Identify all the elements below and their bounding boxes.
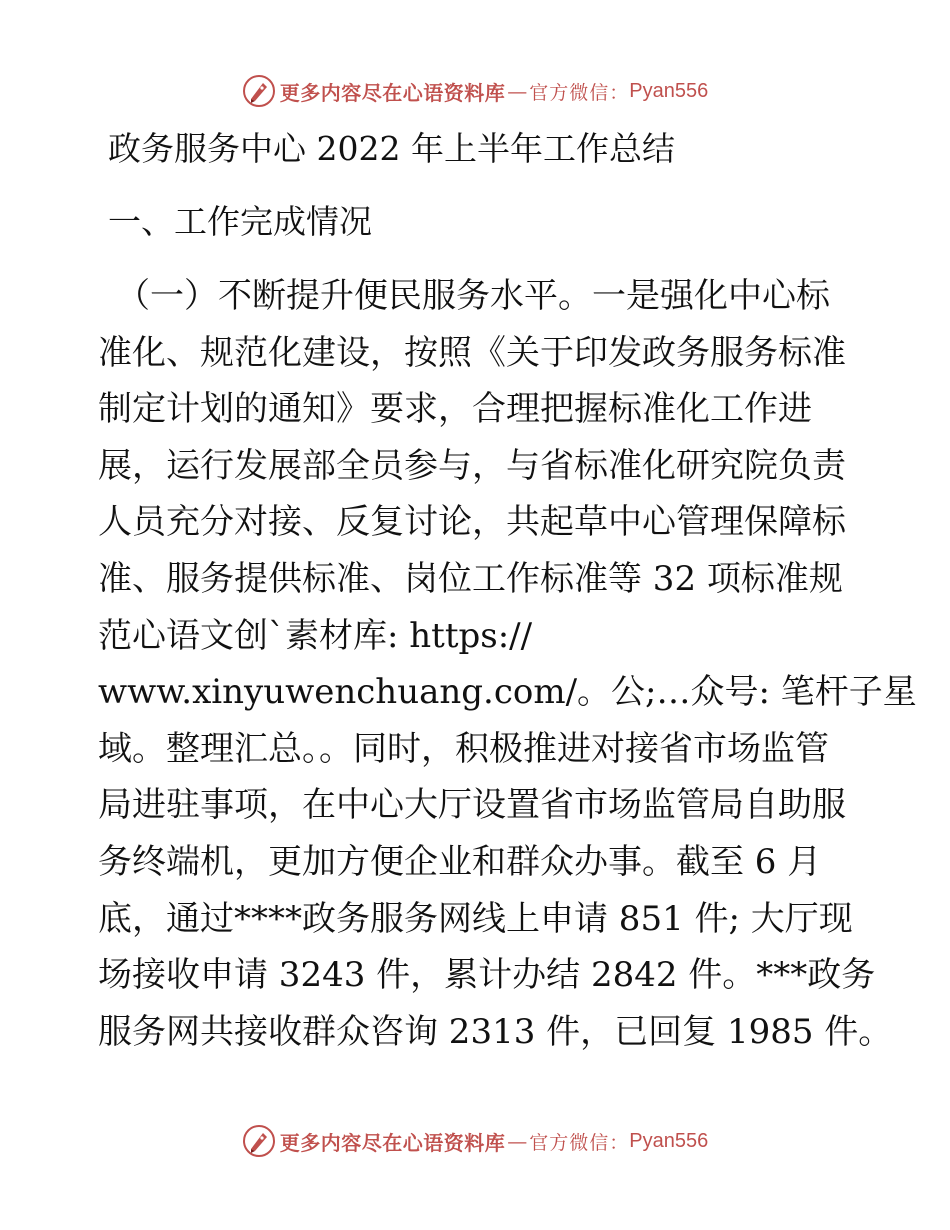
footer-watermark-banner: [0, 1121, 950, 1161]
paragraph-line: （一）不断提升便民服务水平。一是强化中心标: [116, 276, 830, 316]
document-title: 政务服务中心 2022 年上半年工作总结: [108, 129, 675, 168]
paragraph-line: 务终端机，更加方便企业和群众办事。截至 6 月: [98, 841, 822, 882]
watermark-main-text: 更多内容尽在心语资料库: [279, 1130, 506, 1155]
pen-nib-logo-icon: [242, 74, 276, 108]
section-heading: 一、工作完成情况: [108, 202, 372, 241]
pen-nib-logo-icon: [242, 1124, 276, 1158]
watermark-wechat-id: Pyan556: [629, 79, 709, 102]
paragraph-line: 服务网共接收群众咨询 2313 件，已回复 1985 件。: [98, 1011, 893, 1052]
watermark-official-label: 官方微信：: [529, 81, 630, 104]
paragraph-line: 域。整理汇总。。同时，积极推进对接省市场监管: [98, 728, 829, 769]
watermark-separator: —: [507, 1129, 528, 1153]
paragraph-line: 底，通过****政务服务网线上申请 851 件; 大厅现: [98, 898, 853, 939]
watermark-separator: —: [507, 79, 528, 103]
watermark-main-text: 更多内容尽在心语资料库: [279, 80, 506, 105]
paragraph-line: 准、服务提供标准、岗位工作标准等 32 项标准规: [98, 558, 843, 599]
paragraph-line: www.xinyuwenchuang.com/。公;…众号: 笔杆子星: [98, 672, 917, 713]
paragraph-line: 展，运行发展部全员参与，与省标准化研究院负责: [98, 445, 846, 486]
paragraph-line: 局进驻事项，在中心大厅设置省市场监管局自助服: [98, 785, 846, 826]
watermark-wechat-id: Pyan556: [629, 1129, 709, 1152]
paragraph-line: 准化、规范化建设，按照《关于印发政务服务标准: [98, 332, 846, 373]
paragraph-line: 制定计划的通知》要求，合理把握标准化工作进: [98, 389, 812, 430]
watermark-official-label: 官方微信：: [529, 1131, 630, 1154]
paragraph-line: 范心语文创`素材库: https://: [98, 615, 533, 656]
header-watermark-banner: [0, 71, 950, 111]
paragraph-line: 人员充分对接、反复讨论，共起草中心管理保障标: [98, 502, 846, 543]
paragraph-line: 场接收申请 3243 件，累计办结 2842 件。***政务: [98, 955, 876, 996]
body-paragraph: [98, 268, 917, 1060]
